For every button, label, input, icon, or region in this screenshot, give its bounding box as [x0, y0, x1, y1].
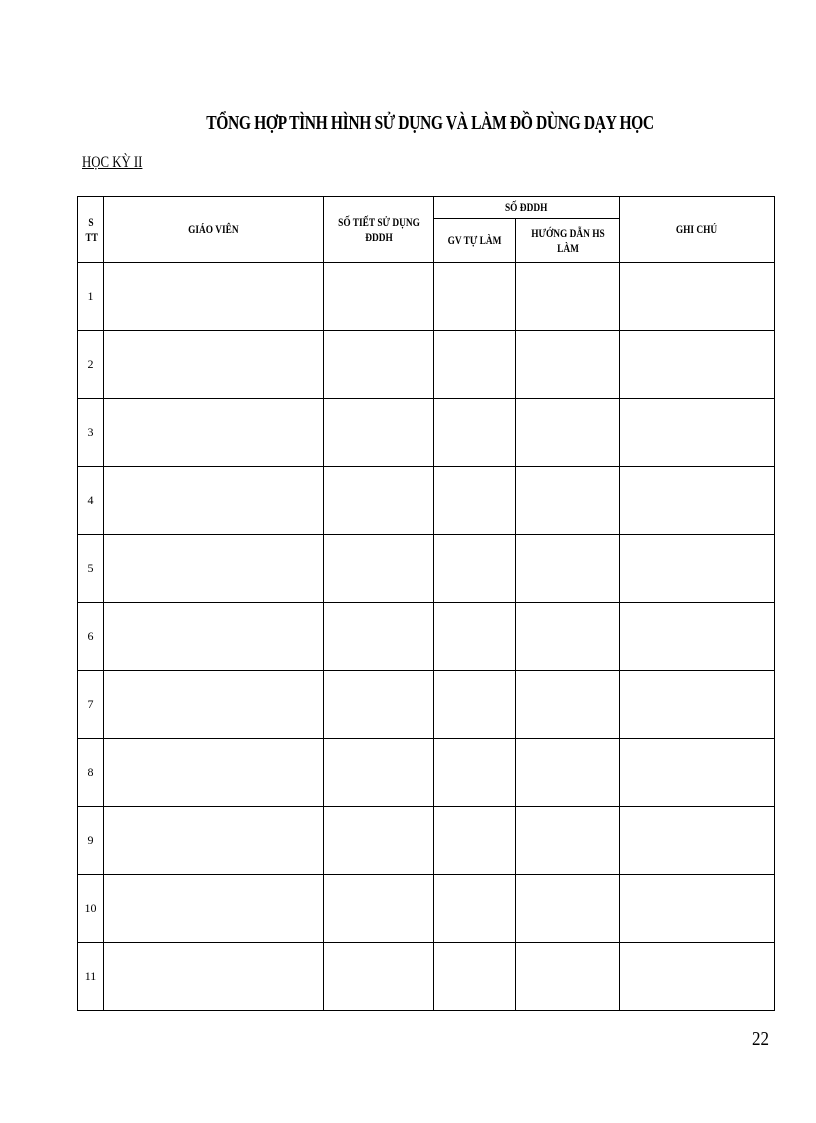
student-guided-cell[interactable]: [516, 739, 620, 807]
student-guided-cell[interactable]: [516, 467, 620, 535]
semester-label: HỌC KỲ II: [82, 154, 143, 171]
notes-cell[interactable]: [620, 739, 775, 807]
table-row: [78, 875, 775, 943]
notes-cell[interactable]: [620, 263, 775, 331]
student-guided-cell[interactable]: [516, 535, 620, 603]
table-row: [78, 807, 775, 875]
notes-cell[interactable]: [620, 535, 775, 603]
table-row: [78, 671, 775, 739]
notes-cell[interactable]: [620, 603, 775, 671]
header-periods-used: SỐ TIẾT SỬ DỤNG ĐDDH: [324, 197, 434, 263]
row-number: 2: [78, 331, 104, 399]
student-guided-cell[interactable]: [516, 331, 620, 399]
student-guided-cell[interactable]: [516, 875, 620, 943]
notes-cell[interactable]: [620, 467, 775, 535]
notes-cell[interactable]: [620, 875, 775, 943]
periods-cell[interactable]: [324, 399, 434, 467]
student-guided-cell[interactable]: [516, 807, 620, 875]
teacher-made-cell[interactable]: [434, 535, 516, 603]
student-guided-cell[interactable]: [516, 671, 620, 739]
teacher-cell[interactable]: [104, 263, 324, 331]
periods-cell[interactable]: [324, 535, 434, 603]
periods-cell[interactable]: [324, 467, 434, 535]
page-number: 22: [752, 1028, 769, 1050]
header-count-group: SỐ ĐDDH: [434, 197, 620, 219]
header-student-guided: HƯỚNG DẪN HS LÀM: [516, 219, 620, 263]
teacher-cell[interactable]: [104, 875, 324, 943]
periods-cell[interactable]: [324, 807, 434, 875]
teacher-made-cell[interactable]: [434, 943, 516, 1011]
teacher-made-cell[interactable]: [434, 671, 516, 739]
row-number: 8: [78, 739, 104, 807]
student-guided-cell[interactable]: [516, 263, 620, 331]
teacher-made-cell[interactable]: [434, 263, 516, 331]
teacher-cell[interactable]: [104, 671, 324, 739]
student-guided-cell[interactable]: [516, 399, 620, 467]
header-notes: GHI CHÚ: [620, 197, 775, 263]
periods-cell[interactable]: [324, 603, 434, 671]
periods-cell[interactable]: [324, 875, 434, 943]
header-teacher: GIÁO VIÊN: [104, 197, 324, 263]
teacher-cell[interactable]: [104, 331, 324, 399]
teacher-cell[interactable]: [104, 535, 324, 603]
row-number: 10: [78, 875, 104, 943]
teacher-made-cell[interactable]: [434, 739, 516, 807]
row-number: 6: [78, 603, 104, 671]
row-number: 1: [78, 263, 104, 331]
table-row: [78, 331, 775, 399]
row-number: 11: [78, 943, 104, 1011]
teacher-cell[interactable]: [104, 467, 324, 535]
teacher-cell[interactable]: [104, 739, 324, 807]
header-stt: S TT: [78, 197, 104, 263]
teacher-made-cell[interactable]: [434, 399, 516, 467]
table-row: [78, 263, 775, 331]
teacher-cell[interactable]: [104, 603, 324, 671]
teacher-cell[interactable]: [104, 807, 324, 875]
page-title: TỔNG HỢP TÌNH HÌNH SỬ DỤNG VÀ LÀM ĐỒ DÙNG DẠY HỌC: [206, 112, 654, 134]
notes-cell[interactable]: [620, 399, 775, 467]
row-number: 3: [78, 399, 104, 467]
periods-cell[interactable]: [324, 263, 434, 331]
notes-cell[interactable]: [620, 331, 775, 399]
teacher-made-cell[interactable]: [434, 603, 516, 671]
table-row: [78, 603, 775, 671]
notes-cell[interactable]: [620, 671, 775, 739]
notes-cell[interactable]: [620, 807, 775, 875]
row-number: 5: [78, 535, 104, 603]
table-row: [78, 467, 775, 535]
teacher-cell[interactable]: [104, 943, 324, 1011]
table-row: [78, 535, 775, 603]
row-number: 7: [78, 671, 104, 739]
teacher-made-cell[interactable]: [434, 331, 516, 399]
row-number: 9: [78, 807, 104, 875]
teacher-made-cell[interactable]: [434, 875, 516, 943]
student-guided-cell[interactable]: [516, 943, 620, 1011]
summary-table: [77, 196, 775, 1011]
table-row: [78, 399, 775, 467]
periods-cell[interactable]: [324, 943, 434, 1011]
row-number: 4: [78, 467, 104, 535]
periods-cell[interactable]: [324, 671, 434, 739]
notes-cell[interactable]: [620, 943, 775, 1011]
teacher-made-cell[interactable]: [434, 807, 516, 875]
table-row: [78, 943, 775, 1011]
teacher-made-cell[interactable]: [434, 467, 516, 535]
periods-cell[interactable]: [324, 739, 434, 807]
table-row: [78, 739, 775, 807]
teacher-cell[interactable]: [104, 399, 324, 467]
header-teacher-made: GV TỰ LÀM: [434, 219, 516, 263]
periods-cell[interactable]: [324, 331, 434, 399]
student-guided-cell[interactable]: [516, 603, 620, 671]
